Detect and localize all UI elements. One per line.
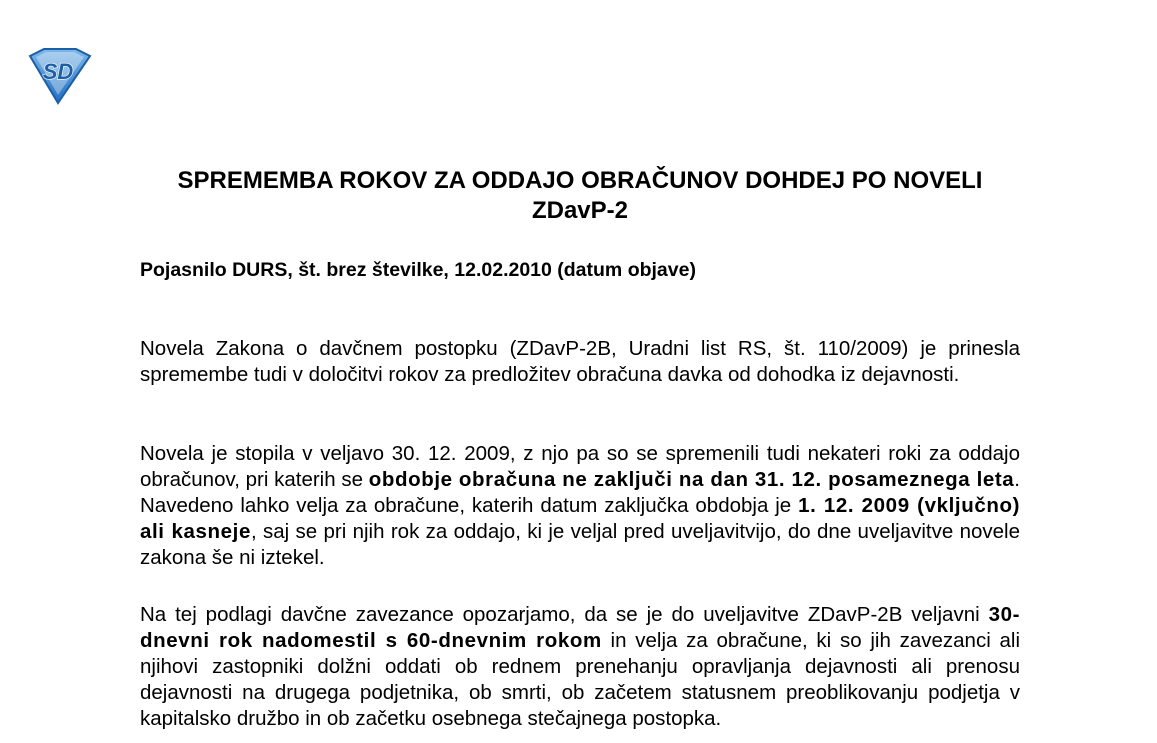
paragraph-3-bold-1: 30-dnevni rok nadomestil s 60-dnevnim rokom bbox=[140, 603, 1020, 652]
paragraph-2-bold-2: 1. 12. 2009 (vključno) ali kasneje bbox=[140, 494, 1020, 543]
document-subtitle: Pojasnilo DURS, št. brez številke, 12.02.2010 (datum objave) bbox=[140, 259, 696, 281]
sd-shield-logo-icon bbox=[22, 47, 96, 105]
paragraph-2-text-1: Novela je stopila v veljavo 30. 12. 2009, z njo pa so se spremenili tudi nekateri roki za oddajo obračunov, pri katerih se bbox=[140, 442, 1020, 491]
paragraph-2-bold-1: obdobje obračuna ne zaključi na dan 31. 12. posameznega leta bbox=[368, 468, 1015, 491]
paragraph-3-text-1: Na tej podlagi davčne zavezance opozarjamo, da se je do uveljavitve ZDavP-2B veljavni bbox=[140, 603, 989, 626]
paragraph-2-text-3: , saj se pri njih rok za oddajo, ki je veljal pred uveljavitvijo, do dne uveljavitve novele zakona še ni iztekel. bbox=[140, 520, 1020, 569]
paragraph-1: Novela Zakona o davčnem postopku (ZDavP-2B, Uradni list RS, št. 110/2009) je prinesla spremembe tudi v določitvi rokov za predložitev obračuna davka od dohodka iz dejavnosti. bbox=[140, 337, 1020, 386]
paragraph-3-text-2: in velja za obračune, ki so jih zavezanci ali njihovi zastopniki dolžni oddati ob rednem prenehanju opravljanja dejavnosti ali prenosu dejavnosti na drugega podjetnika, ob smrti, ob začetem statusnem preoblikovanju podjetja v kapitalsko družbo in ob začetku osebnega stečajnega postopka. bbox=[140, 629, 1021, 730]
document-title: SPREMEMBA ROKOV ZA ODDAJO OBRAČUNOV DOHDEJ PO NOVELI ZDavP-2 bbox=[177, 167, 983, 224]
paragraph-2 bbox=[140, 441, 1020, 571]
paragraph-2-text-2: . Navedeno lahko velja za obračune, katerih datum zaključka obdobja je bbox=[140, 468, 1020, 517]
svg-text:SD: SD bbox=[42, 59, 74, 84]
paragraph-3 bbox=[140, 602, 1020, 732]
